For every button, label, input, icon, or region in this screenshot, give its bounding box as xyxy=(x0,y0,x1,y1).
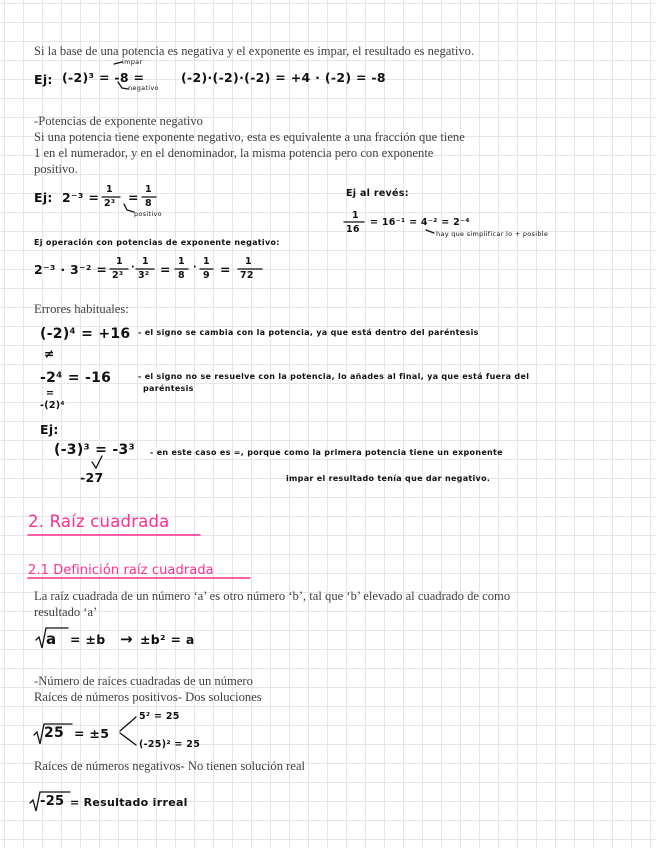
operation-c-den: 8 xyxy=(178,270,185,281)
operation-c-num: 1 xyxy=(178,256,185,267)
error-2-note-line-1: - el signo no se resuelve con la potencia, lo añades al final, ya que está fuera del xyxy=(138,372,530,381)
branch-line xyxy=(120,733,136,745)
operation-b-num: 1 xyxy=(142,256,149,267)
note-impar: impar xyxy=(122,58,143,66)
example-odd-rhs: (-2)·(-2)·(-2) = +4 · (-2) = -8 xyxy=(181,70,386,85)
formula-radicand: a xyxy=(46,630,57,648)
example-1-frac1-den: 2³ xyxy=(104,198,116,209)
section-title-raiz: 2. Raíz cuadrada xyxy=(28,512,170,531)
error-2-alt: -(2)⁴ xyxy=(40,400,65,411)
note-pointer-positivo xyxy=(124,204,134,212)
operation-e-num: 1 xyxy=(245,256,252,267)
neg-exp-line-2: 1 en el numerador, y en el denominador, la misma potencia pero con exponente xyxy=(34,146,434,160)
positive-roots-heading: Raíces de números positivos- Dos soluciones xyxy=(34,690,262,704)
operation-eq-2: = xyxy=(220,262,231,277)
example-25-radicand: 25 xyxy=(44,725,65,741)
error-2-note-line-2: paréntesis xyxy=(143,384,194,393)
example-25-top: 5² = 25 xyxy=(139,711,180,722)
arrow-icon: → xyxy=(120,630,133,648)
errors-example-label: Ej: xyxy=(40,422,59,437)
example-odd-lhs: (-2)³ = -8 = xyxy=(62,70,145,85)
formula-rhs: ±b² = a xyxy=(140,632,195,647)
example-25-bottom: (-25)² = 25 xyxy=(139,739,201,750)
example-1-frac2-den: 8 xyxy=(145,198,152,209)
error-2-expr: -2⁴ = -16 xyxy=(40,370,112,386)
error-3-result: -27 xyxy=(80,470,104,485)
reverse-expr: = 16⁻¹ = 4⁻² = 2⁻⁴ xyxy=(370,217,470,228)
negative-roots-heading: Raíces de números negativos- No tienen solución real xyxy=(34,759,306,773)
example-1-frac2-num: 1 xyxy=(145,184,152,195)
formula-middle: = ±b xyxy=(70,632,106,647)
neg-exp-line-3: positivo. xyxy=(34,162,78,176)
error-3-expr: (-3)³ = -3³ xyxy=(54,442,135,458)
note-pointer-impar xyxy=(114,62,122,64)
neg-exp-line-1: Si una potencia tiene exponente negativo, esta es equivalente a una fracción que tiene xyxy=(34,130,465,144)
operation-d-num: 1 xyxy=(203,256,210,267)
example-1-note: positivo xyxy=(134,210,162,218)
example-1-equals: = xyxy=(128,190,139,205)
radical-sign xyxy=(30,792,70,811)
check-mark xyxy=(92,456,102,468)
radical-sign xyxy=(34,724,72,744)
operation-example-label: Ej operación con potencias de exponente negativo: xyxy=(34,238,280,247)
example-label: Ej: xyxy=(34,72,53,87)
operation-a-den: 2³ xyxy=(112,270,124,281)
note-pointer-negativo xyxy=(118,82,128,89)
errors-heading: Errores habituales: xyxy=(34,302,129,316)
operation-d-den: 9 xyxy=(203,270,210,281)
rule-odd-exponent: Si la base de una potencia es negativa y el exponente es impar, el resultado es negativo. xyxy=(34,44,475,58)
branch-line xyxy=(120,717,136,731)
reverse-frac-num: 1 xyxy=(352,210,359,221)
operation-a-num: 1 xyxy=(116,256,123,267)
example-neg-radicand: -25 xyxy=(40,794,65,809)
operation-dot-1: · xyxy=(131,262,135,273)
operation-eq-1: = xyxy=(160,262,171,277)
operation-lhs: 2⁻³ · 3⁻² = xyxy=(34,262,108,277)
number-of-roots-heading: -Número de raíces cuadradas de un número xyxy=(34,674,253,688)
example-neg-rhs: = Resultado irreal xyxy=(70,796,188,809)
error-3-note-line-2: impar el resultado tenía que dar negativo. xyxy=(286,474,491,483)
reverse-example-label: Ej al revés: xyxy=(346,188,409,199)
note-negativo: negativo xyxy=(128,84,159,92)
error-1-note: - el signo se cambia con la potencia, ya que está dentro del paréntesis xyxy=(138,328,479,337)
subsection-title-definicion: 2.1 Definición raíz cuadrada xyxy=(28,563,214,578)
radical-sign xyxy=(36,628,68,648)
reverse-note: hay que simplificar lo + posible xyxy=(436,230,549,238)
operation-dot-2: · xyxy=(193,262,197,273)
example-1-lhs: 2⁻³ = xyxy=(62,190,100,205)
reverse-frac-den: 16 xyxy=(346,224,360,235)
error-3-note-line-1: - en este caso es =, porque como la primera potencia tiene un exponente xyxy=(150,448,503,457)
definition-line-1: La raíz cuadrada de un número ‘a’ es otro número ‘b’, tal que ‘b’ elevado al cuadrado de como xyxy=(34,589,511,603)
neg-exp-heading: -Potencias de exponente negativo xyxy=(34,114,203,128)
example-25-middle: = ±5 xyxy=(74,726,110,741)
definition-line-2: resultado ‘a’ xyxy=(34,605,98,619)
example-1-label: Ej: xyxy=(34,190,53,205)
operation-b-den: 3² xyxy=(138,270,150,281)
error-1-expr: (-2)⁴ = +16 xyxy=(40,326,131,342)
error-2-equals: = xyxy=(46,388,55,399)
example-1-frac1-num: 1 xyxy=(106,184,113,195)
operation-e-den: 72 xyxy=(240,270,254,281)
note-pointer-simplificar xyxy=(426,230,434,233)
not-equal-sign: ≠ xyxy=(44,346,55,361)
